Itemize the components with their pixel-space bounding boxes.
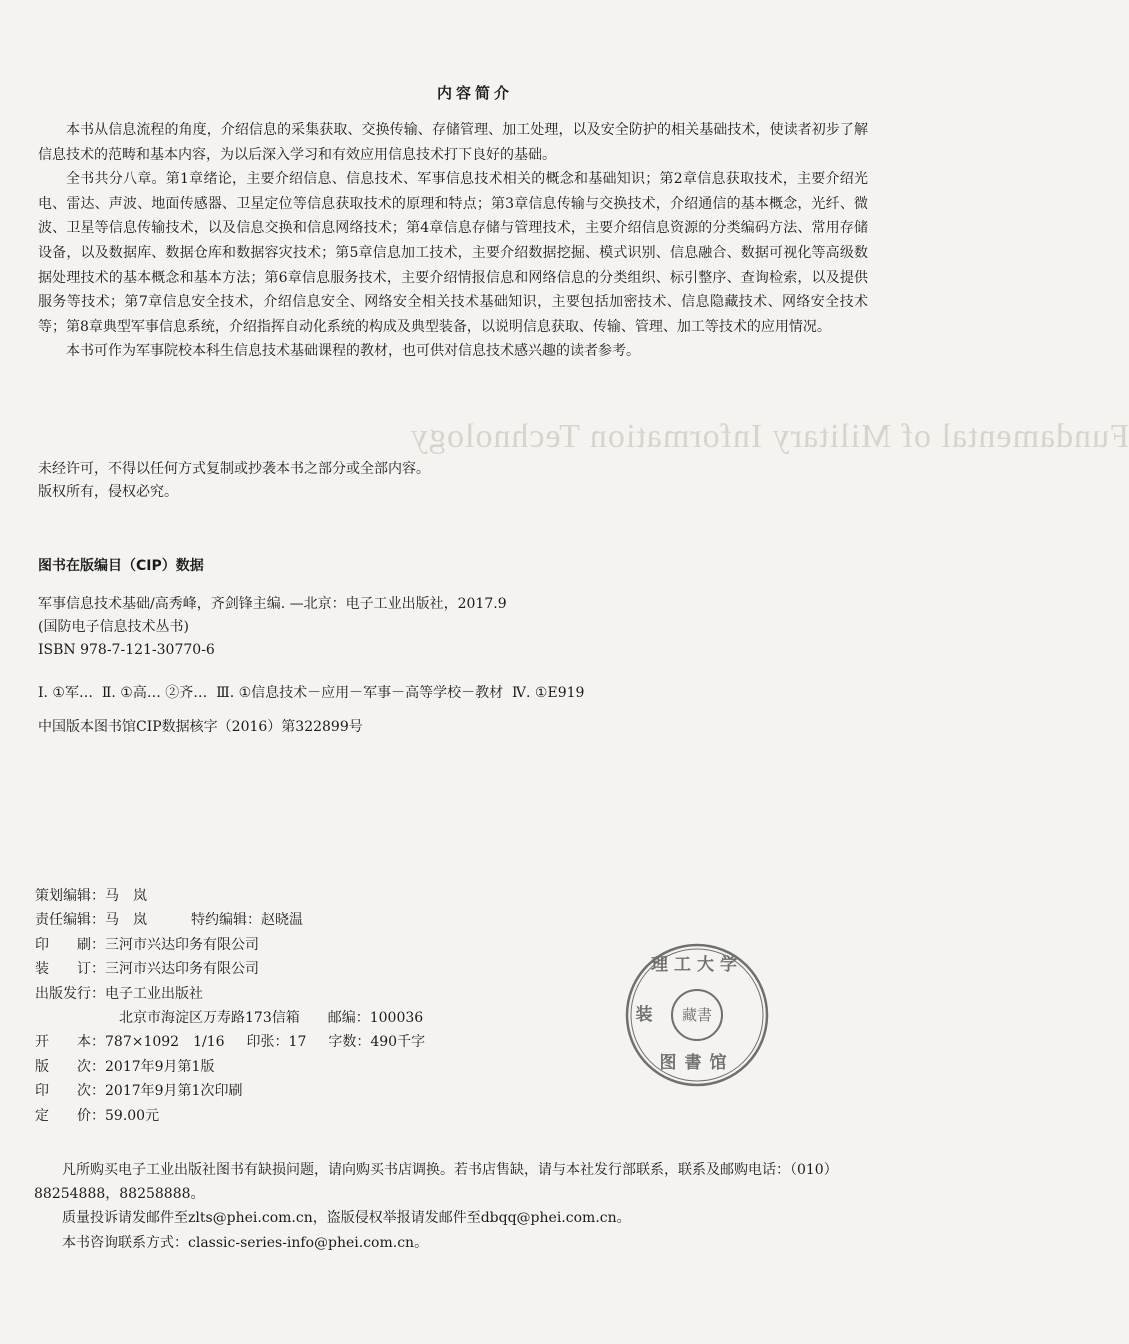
edition: 2017年9月第1版 [105, 1058, 215, 1075]
sheets: 17 [288, 1034, 307, 1051]
words-label: 字数： [328, 1034, 371, 1051]
stamp-left-text: 装 [635, 1005, 653, 1025]
cip-record [38, 593, 507, 662]
intro-paragraph: 本书从信息流程的角度，介绍信息的采集获取、交换传输、存储管理、加工处理，以及安全防护的相关基础技术，使读者初步了解信息技术的范畴和基本内容，为以后深入学习和有效应用信息技术打下良好的基础。 [38, 122, 868, 163]
library-stamp [622, 940, 772, 1090]
copyright-notice [38, 458, 430, 504]
format-label: 开 本： [35, 1034, 105, 1051]
page-title: 内容简介 [436, 84, 513, 102]
contact-footer [34, 1158, 874, 1255]
cip-series: (国防电子信息技术丛书) [38, 619, 189, 635]
footer-line: 凡所购买电子工业出版社图书有缺损问题，请向购买书店调换。若书店售缺，请与本社发行部联系，联系及邮购电话：（010）88254888，88258888。 [34, 1162, 838, 1203]
words: 490千字 [370, 1034, 426, 1051]
impression: 2017年9月第1次印刷 [105, 1083, 243, 1100]
stamp-center-text: 藏書 [681, 1006, 713, 1024]
special-editor: 赵晓温 [261, 912, 303, 929]
intro-paragraph: 全书共分八章。第1章绪论，主要介绍信息、信息技术、军事信息技术相关的概念和基础知识；第2章信息获取技术，主要介绍光电、雷达、声波、地面传感器、卫星定位等信息获取技术的原理和特点；第3章信息传输与交换技术，介绍通信的基本概念，光纤、微波、卫星等信息传输技术，以及信息交换和信息网络技术；第4章信息存储与管理技术，主要介绍信息资源的分类编码方法、常用存储设备，以及数据库、数据仓库和数据容灾技术；第5章信息加工技术，主要介绍数据挖掘、模式识别、信息融合、数据可视化等高级数据处理技术的基本概念和基本方法；第6章信息服务技术，主要介绍情报信息和网络信息的分类组织、标引整序、查询检索，以及提供服务等技术；第7章信息安全技术，介绍信息安全、网络安全相关技术基础知识，主要包括加密技术、信息隐藏技术、网络安全技术等；第8章典型军事信息系统，介绍指挥自动化系统的构成及典型装备，以说明信息获取、传输、管理、加工等技术的应用情况。 [38, 171, 868, 335]
binding: 三河市兴达印务有限公司 [105, 961, 259, 978]
cip-record-line: 军事信息技术基础/高秀峰，齐剑锋主编. —北京：电子工业出版社，2017.9 [38, 596, 507, 612]
sheets-label: 印张： [246, 1034, 289, 1051]
footer-line: 质量投诉请发邮件至zlts@phei.com.cn，盗版侵权举报请发邮件至dbqq@phei.com.cn。 [62, 1210, 631, 1227]
address: 北京市海淀区万寿路173信箱 [119, 1009, 300, 1026]
pub-row [35, 1104, 425, 1128]
publication-details [35, 884, 425, 1128]
format: 787×1092 1/16 [105, 1034, 225, 1051]
pub-row [35, 884, 425, 908]
stamp-top-text: 理工大学 [651, 955, 743, 975]
planning-editor-label: 策划编辑： [35, 888, 105, 904]
pub-row [35, 1030, 425, 1054]
footer-line: 本书咨询联系方式：classic-series-info@phei.com.cn。 [62, 1234, 429, 1251]
responsible-editor: 马 岚 [105, 912, 147, 929]
responsible-editor-label: 责任编辑： [35, 912, 105, 929]
copyright-line: 版权所有，侵权必究。 [38, 484, 178, 500]
bleed-through-watermark: Fundamental of Military Information Technology [410, 418, 1129, 455]
printing-label: 印 刷： [35, 936, 105, 953]
price-label: 定 价： [35, 1107, 105, 1124]
pub-row [35, 933, 425, 957]
pub-row [35, 1079, 425, 1103]
publisher: 电子工业出版社 [105, 985, 203, 1002]
intro-paragraph: 本书可作为军事院校本科生信息技术基础课程的教材，也可供对信息技术感兴趣的读者参考。 [66, 343, 640, 360]
cip-isbn: ISBN 978-7-121-30770-6 [38, 642, 215, 658]
cip-library-number: 中国版本图书馆CIP数据核字（2016）第322899号 [38, 719, 363, 735]
pub-row [35, 908, 425, 932]
copyright-line: 未经许可，不得以任何方式复制或抄袭本书之部分或全部内容。 [38, 461, 430, 477]
publisher-label: 出版发行： [35, 985, 105, 1002]
edition-label: 版 次： [35, 1058, 105, 1075]
planning-editor: 马 岚 [105, 888, 147, 904]
cip-heading: 图书在版编目（CIP）数据 [38, 558, 204, 574]
cip-classification: Ⅰ. ①军… Ⅱ. ①高… ②齐… Ⅲ. ①信息技术－应用－军事－高等学校－教材 Ⅳ. ①E919 [38, 685, 585, 701]
pub-row [35, 1055, 425, 1079]
special-editor-label: 特约编辑： [191, 912, 261, 929]
postcode: 100036 [369, 1009, 424, 1026]
postcode-label: 邮编： [327, 1009, 370, 1026]
price: 59.00元 [105, 1107, 160, 1124]
stamp-bottom-text: 图書馆 [659, 1053, 735, 1073]
pub-row [35, 982, 425, 1006]
impression-label: 印 次： [35, 1083, 105, 1100]
printing: 三河市兴达印务有限公司 [105, 936, 259, 953]
binding-label: 装 订： [35, 961, 105, 978]
pub-row [35, 957, 425, 981]
introduction [38, 118, 868, 364]
pub-row [35, 1006, 425, 1030]
